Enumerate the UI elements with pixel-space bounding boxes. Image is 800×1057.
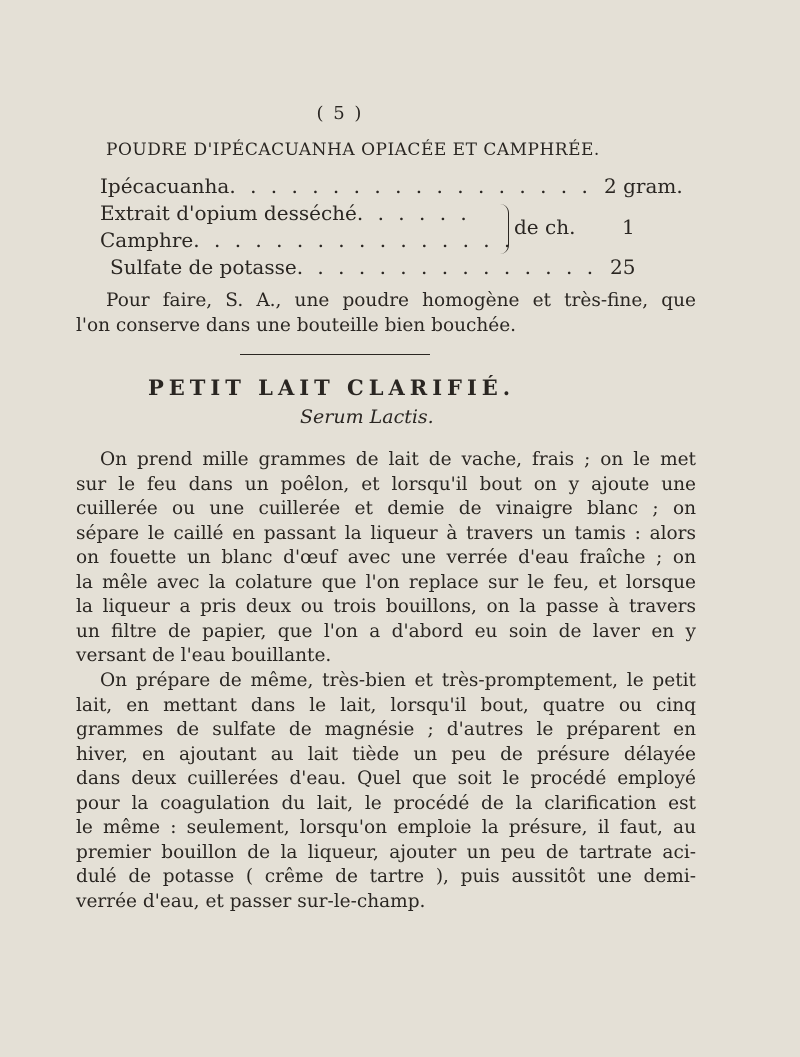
text-line: le même : seulement, lorsqu'on emploie la présure, il faut, au [76,817,696,838]
text-line: pour la coagulation du lait, le procédé de la clarification est [76,792,696,814]
ingredient-name: Camphre [100,228,194,252]
text-line: premier bouillon de la liqueur, ajouter un peu de tartrate aci- [76,841,696,863]
ingredient-row [100,174,592,198]
leader-dots: . . . . . . [356,201,471,225]
ingredient-name: Ipécacuanha [100,174,230,198]
text-line: lait, en mettant dans le lait, lorsqu'il bout, quatre ou cinq [76,694,696,716]
ingredient-name: Extrait d'opium desséché [100,201,357,225]
text-line: sur le feu dans un poêlon, et lorsqu'il bout on y ajoute une [76,473,696,495]
text-line: cuillerée ou une cuillerée et demie de vinaigre blanc ; on [76,498,696,519]
ingredient-quantity: 2 gram. [604,174,683,198]
text-line: grammes de sulfate de magnésie ; d'autres le préparent en [76,719,696,740]
text-line: dans deux cuillerées d'eau. Quel que soit le procédé employé [76,768,696,789]
text-line: la liqueur a pris deux ou trois bouillons, on la passe à travers [76,596,696,617]
paragraph-preparation [76,448,696,669]
text-line: on fouette un blanc d'œuf avec une verrée d'eau fraîche ; on [76,547,696,568]
ingredient-row [100,228,514,252]
section-title-powder: POUDRE D'IPÉCACUANHA OPIACÉE ET CAMPHRÉE. [106,140,600,160]
leader-dots: . . . . . . . . . . . . . . . [296,255,598,279]
latin-subtitle: Serum Lactis. [300,406,434,428]
text-line: On prépare de même, très-bien et très-promptement, le petit [100,670,696,691]
text-line: hiver, en ajoutant au lait tiède un peu de présure délayée [76,743,696,765]
text-line: la mêle avec la colature que l'on replace sur le feu, et lorsque [76,571,696,593]
ingredient-name: Sulfate de potasse [110,255,297,279]
grouping-brace [498,204,509,254]
ingredient-row [100,201,471,225]
text-line: dulé de potasse ( crême de tartre ), puis aussitôt une demi- [76,866,696,887]
text-line: On prend mille grammes de lait de vache, frais ; on le met [100,449,696,470]
leader-dots: . . . . . . . . . . . . . . . . . . [229,174,592,198]
text-line: versant de l'eau bouillante. [76,645,332,666]
brace-quantity-label: de ch. [514,215,576,239]
section-title-whey: PETIT LAIT CLARIFIÉ. [148,375,516,400]
brace-quantity-amount: 1 [622,215,635,239]
ingredient-quantity: 25 [610,255,636,279]
ingredient-row [110,255,597,279]
powder-instructions [76,289,696,338]
text-line: verrée d'eau, et passer sur-le-champ. [76,890,426,912]
text-line: Pour faire, S. A., une poudre homogène et très-fine, que [106,290,696,311]
section-divider [240,354,430,355]
text-line: sépare le caillé en passant la liqueur à travers un tamis : alors [76,522,696,544]
paragraph-alternative [76,669,696,914]
leader-dots: . . . . . . . . . . . . . . . . [193,228,515,252]
page-number: ( 5 ) [316,103,364,124]
text-line: un filtre de papier, que l'on a d'abord eu soin de laver en y [76,620,696,642]
text-line: l'on conserve dans une bouteille bien bouchée. [76,314,517,336]
